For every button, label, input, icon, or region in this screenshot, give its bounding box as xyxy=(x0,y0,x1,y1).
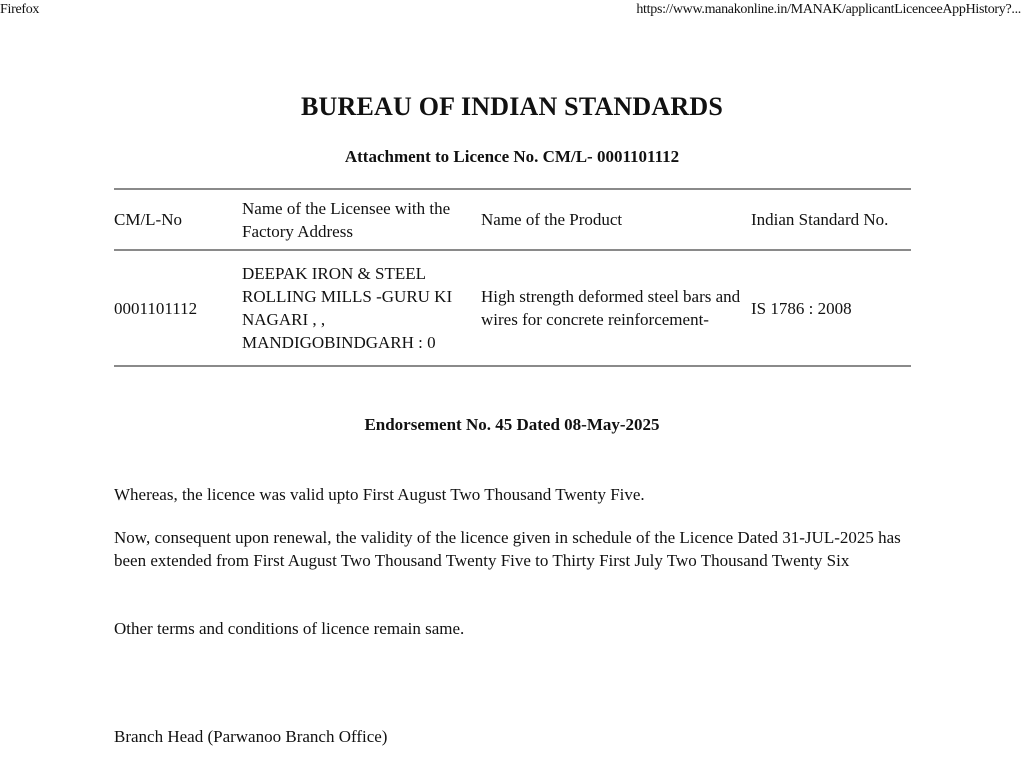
cell-cml-no: 0001101112 xyxy=(114,298,198,318)
page-url: https://www.manakonline.in/MANAK/applicantLicenceeAppHistory?... xyxy=(636,2,1021,17)
table-row xyxy=(114,250,911,366)
header-cml-no: CM/L-No xyxy=(114,210,182,229)
cell-standard: IS 1786 : 2008 xyxy=(751,298,852,318)
cell-product: High strength deformed steel bars and wires for concrete reinforcement- xyxy=(481,287,741,329)
document-subtitle: Attachment to Licence No. CM/L- 0001101112 xyxy=(344,147,680,166)
validity-paragraph: Whereas, the licence was valid upto First August Two Thousand Twenty Five. xyxy=(114,485,645,504)
signature-line: Branch Head (Parwanoo Branch Office) xyxy=(114,727,388,746)
header-product: Name of the Product xyxy=(481,210,623,229)
renewal-paragraph: Now, consequent upon renewal, the validity of the licence given in schedule of the Licence Dated 31-JUL-2025 has been extended from First August Two Thousand Twenty Five to Thirty First July Two Thousand Twenty Six xyxy=(114,528,901,570)
header-licensee: Name of the Licensee with the Factory Address xyxy=(242,198,451,241)
table-header-row xyxy=(114,189,911,250)
endorsement-heading: Endorsement No. 45 Dated 08-May-2025 xyxy=(364,415,660,434)
header-standard: Indian Standard No. xyxy=(751,210,889,229)
browser-name: Firefox xyxy=(0,2,40,17)
document-title: BUREAU OF INDIAN STANDARDS xyxy=(301,92,723,121)
cell-licensee: DEEPAK IRON & STEEL ROLLING MILLS -GURU KI NAGARI , , MANDIGOBINDGARH : 0 xyxy=(242,264,453,352)
terms-paragraph: Other terms and conditions of licence remain same. xyxy=(114,619,465,638)
print-header xyxy=(0,0,1024,20)
licence-table xyxy=(114,188,911,367)
